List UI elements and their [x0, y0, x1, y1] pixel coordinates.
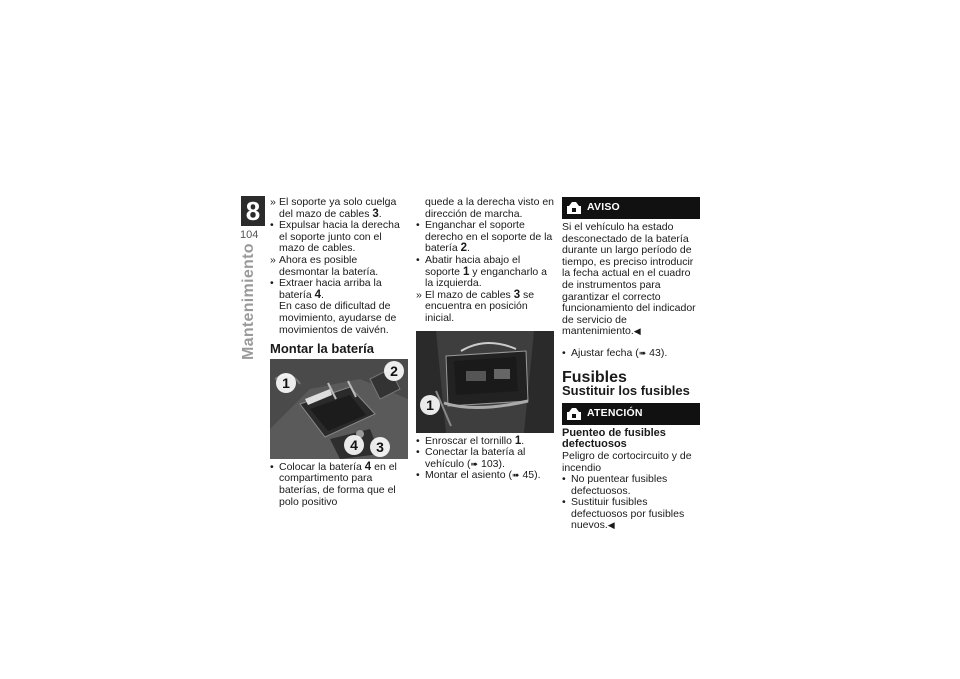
notice-box — [562, 197, 700, 219]
page-reference[interactable]: 103 — [481, 457, 499, 470]
notice-label: AVISO — [587, 201, 620, 213]
arrow-ref-icon: ➠ — [470, 458, 479, 469]
step-item: • Sustituir fusibles defectuosos por fusibles nuevos.◀ — [562, 497, 700, 532]
figure-callout: 2 — [384, 361, 404, 381]
step-list — [416, 197, 554, 325]
page-number: 104 — [240, 229, 259, 241]
chapter-title: Mantenimiento — [240, 243, 257, 360]
step-result: » Ahora es posible desmontar la batería. — [270, 255, 408, 278]
step-item: • Expulsar hacia la derecha el soporte junto con el mazo de cables. — [270, 220, 408, 255]
battery-photo-illustration — [416, 331, 554, 433]
end-triangle-icon: ◀ — [633, 326, 641, 337]
notice-hand-icon — [566, 201, 582, 219]
step-item: • Conectar la batería al vehículo (➠ 103). — [416, 447, 554, 470]
arrow-ref-icon: ➠ — [638, 347, 647, 358]
page-reference[interactable]: 45 — [522, 469, 535, 482]
step-item: • Ajustar fecha (➠ 43). — [562, 348, 700, 360]
step-item: • Montar el asiento (➠ 45). — [416, 470, 554, 482]
arrow-ref-icon: ➠ — [511, 470, 520, 481]
step-item: • Enganchar el soporte derecho en el soporte de la batería 2. — [416, 220, 554, 255]
figure-callout: 1 — [276, 373, 296, 393]
figure-callout: 3 — [370, 437, 390, 457]
warning-label: ATENCIÓN — [587, 406, 643, 419]
page-reference[interactable]: 43 — [649, 346, 661, 359]
notice-hand-icon — [566, 407, 582, 425]
column-1 — [270, 197, 408, 508]
step-list — [562, 474, 700, 532]
step-list — [562, 348, 700, 360]
step-result: » El mazo de cables 3 se encuentra en posición inicial. — [416, 290, 554, 325]
step-list — [270, 462, 408, 508]
chapter-number: 8 — [241, 196, 265, 226]
step-result: » El soporte ya solo cuelga del mazo de cables 3. — [270, 197, 408, 220]
step-item: • Colocar la batería 4 en el compartimento para baterías, de forma que el polo positivo — [270, 462, 408, 508]
warning-text: Peligro de cortocircuito y de incendio — [562, 449, 692, 474]
step-continuation: quede a la derecha visto en dirección de marcha. — [425, 196, 555, 220]
step-note: En caso de dificultad de movimiento, ayudarse de movimientos de vaivén. — [279, 300, 397, 336]
warning-box — [562, 403, 700, 425]
subsection-title: Sustituir los fusibles — [562, 383, 690, 399]
step-item: • No puentear fusibles defectuosos. — [562, 474, 700, 497]
notice-text: Si el vehículo ha estado desconectado de la batería durante un largo período de tiempo, es preciso introducir la fecha actual en el cuadro de instrumentos para garantizar el correcto funcionamiento del indicador de servicio de mantenimiento.◀ — [562, 221, 696, 338]
warning-title: Puenteo de fusibles defectuosos — [562, 426, 666, 451]
step-item: • Enroscar el tornillo 1. — [416, 436, 554, 448]
step-list — [270, 197, 408, 336]
column-2 — [416, 197, 554, 482]
step-item: • Abatir hacia abajo el soporte 1 y engancharlo a la izquierda. — [416, 255, 554, 290]
section-title: Montar la batería — [270, 341, 375, 357]
step-item: • Extraer hacia arriba la batería 4. — [270, 278, 408, 301]
step-list — [416, 436, 554, 482]
section-title: Fusibles — [562, 368, 627, 386]
figure-callout: 1 — [420, 395, 440, 415]
figure-callout: 4 — [344, 435, 364, 455]
battery-install-figure — [270, 359, 408, 459]
column-3 — [562, 197, 700, 532]
battery-bracket-figure — [416, 331, 554, 433]
end-triangle-icon: ◀ — [607, 520, 615, 531]
